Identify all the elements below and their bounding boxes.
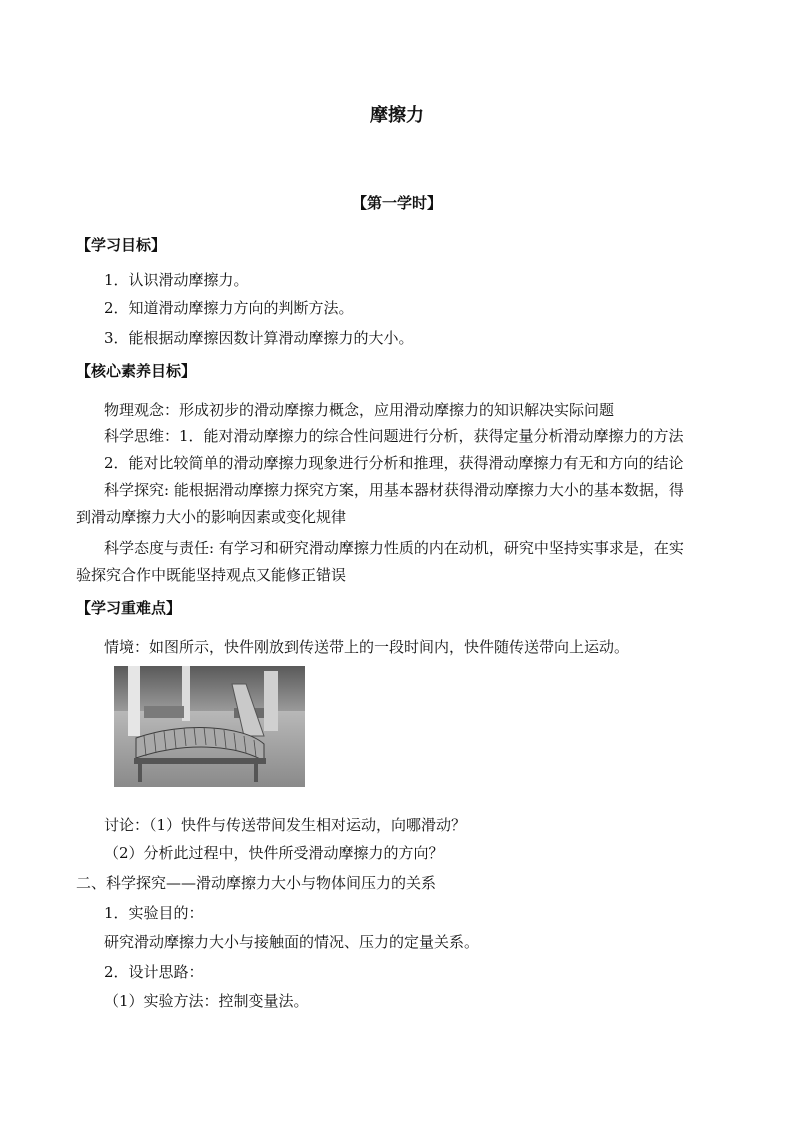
core-paragraph-line: 物理观念：形成初步的滑动摩擦力概念，应用滑动摩擦力的知识解决实际问题 [104,401,615,419]
goal-item: 2．知道滑动摩擦力方向的判断方法。 [104,299,354,317]
discussion-line: 讨论：（1）快件与传送带间发生相对运动，向哪滑动？ [104,816,467,834]
section-two-heading: 二、科学探究——滑动摩擦力大小与物体间压力的关系 [76,874,437,892]
section-two-line: 2．设计思路： [104,963,204,981]
lesson-heading: 【第一学时】 [351,194,442,212]
core-heading: 【核心素养目标】 [76,362,197,380]
core-paragraph-line: 验探究合作中既能坚持观点又能修正错误 [76,566,347,584]
section-two-line: 研究滑动摩擦力大小与接触面的情况、压力的定量关系。 [104,933,480,951]
goal-item: 1．认识滑动摩擦力。 [104,271,249,289]
goals-heading: 【学习目标】 [76,236,167,254]
section-two-line: （1）实验方法：控制变量法。 [104,992,309,1010]
core-paragraph-line: 到滑动摩擦力大小的影响因素或变化规律 [76,508,347,526]
core-paragraph-line: 科学态度与责任: 有学习和研究滑动摩擦力性质的内在动机，研究中坚持实事求是，在实 [104,539,684,557]
scenario-text: 情境：如图所示，快件刚放到传送带上的一段时间内，快件随传送带向上运动。 [104,638,630,656]
key-points-heading: 【学习重难点】 [76,599,182,617]
discussion-line: （2）分析此过程中，快件所受滑动摩擦力的方向？ [104,844,444,862]
goal-item: 3．能根据动摩擦因数计算滑动摩擦力的大小。 [104,329,414,347]
core-paragraph-line: 2．能对比较简单的滑动摩擦力现象进行分析和推理，获得滑动摩擦力有无和方向的结论 [104,454,684,472]
page-title: 摩擦力 [370,105,424,126]
conveyor-belt-photo [114,666,305,787]
section-two-line: 1．实验目的： [104,904,204,922]
core-paragraph-line: 科学思维：1．能对滑动摩擦力的综合性问题进行分析，获得定量分析滑动摩擦力的方法 [104,427,684,445]
core-paragraph-line: 科学探究: 能根据滑动摩擦力探究方案，用基本器材获得滑动摩擦力大小的基本数据，得 [104,481,684,499]
